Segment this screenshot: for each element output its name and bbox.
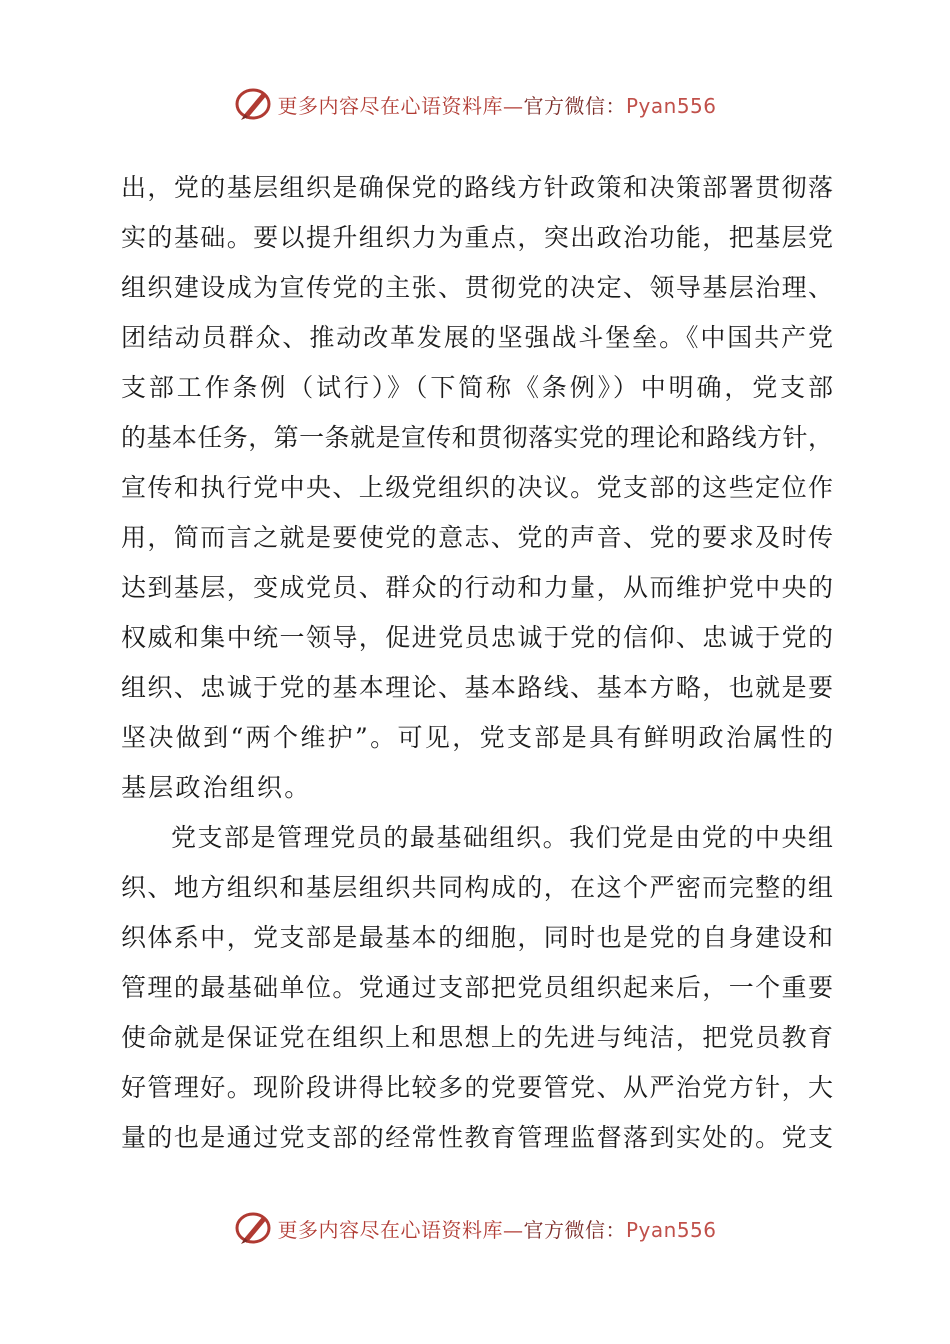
text-line: 达到基层，变成党员、群众的行动和力量，从而维护党中央的 xyxy=(121,573,833,602)
document-body xyxy=(121,163,833,1163)
text-line: 管理的最基础单位。党通过支部把党员组织起来后，一个重要 xyxy=(121,973,833,1002)
header-watermark-banner xyxy=(0,84,950,124)
text-line: 出，党的基层组织是确保党的路线方针政策和决策部署贯彻落 xyxy=(121,173,833,202)
text-line: 织、地方组织和基层组织共同构成的，在这个严密而完整的组 xyxy=(121,873,833,902)
paragraph-1 xyxy=(121,163,833,813)
text-line: 支部工作条例（试行）》（下简称《条例》）中明确，党支部 xyxy=(121,373,833,402)
text-line: 坚决做到“两个维护”。可见，党支部是具有鲜明政治属性的 xyxy=(121,723,833,752)
text-line: 使命就是保证党在组织上和思想上的先进与纯洁，把党员教育 xyxy=(121,1023,833,1052)
watermark-prefix: 更多内容尽在心语资料库 xyxy=(277,93,503,118)
text-line: 用，简而言之就是要使党的意志、党的声音、党的要求及时传 xyxy=(121,523,833,552)
watermark-label: 官方微信： xyxy=(523,93,626,118)
text-line: 织体系中，党支部是最基本的细胞，同时也是党的自身建设和 xyxy=(121,923,833,952)
watermark-text xyxy=(277,1214,716,1243)
text-line: 实的基础。要以提升组织力为重点，突出政治功能，把基层党 xyxy=(121,223,833,252)
paragraph-2 xyxy=(121,813,833,1163)
text-line: 量的也是通过党支部的经常性教育管理监督落到实处的。党支 xyxy=(121,1123,833,1152)
pen-logo-icon xyxy=(233,86,273,122)
watermark-text xyxy=(277,90,716,119)
watermark-dash: — xyxy=(502,1217,524,1242)
text-line: 组织、忠诚于党的基本理论、基本路线、基本方略，也就是要 xyxy=(121,673,833,702)
text-line: 好管理好。现阶段讲得比较多的党要管党、从严治党方针，大 xyxy=(121,1073,833,1102)
watermark-dash: — xyxy=(502,93,524,118)
watermark-prefix: 更多内容尽在心语资料库 xyxy=(277,1217,503,1242)
footer-watermark-banner xyxy=(0,1208,950,1248)
text-line: 党支部是管理党员的最基础组织。我们党是由党的中央组 xyxy=(171,823,833,852)
text-line: 基层政治组织。 xyxy=(121,773,312,802)
pen-logo-icon xyxy=(233,1210,273,1246)
text-line: 宣传和执行党中央、上级党组织的决议。党支部的这些定位作 xyxy=(121,473,833,502)
watermark-handle: Pyan556 xyxy=(625,93,717,118)
watermark-handle: Pyan556 xyxy=(625,1217,717,1242)
text-line: 团结动员群众、推动改革发展的坚强战斗堡垒。《中国共产党 xyxy=(121,323,833,352)
text-line: 组织建设成为宣传党的主张、贯彻党的决定、领导基层治理、 xyxy=(121,273,833,302)
text-line: 的基本任务，第一条就是宣传和贯彻落实党的理论和路线方针， xyxy=(121,423,833,452)
text-line: 权威和集中统一领导，促进党员忠诚于党的信仰、忠诚于党的 xyxy=(121,623,833,652)
watermark-label: 官方微信： xyxy=(523,1217,626,1242)
